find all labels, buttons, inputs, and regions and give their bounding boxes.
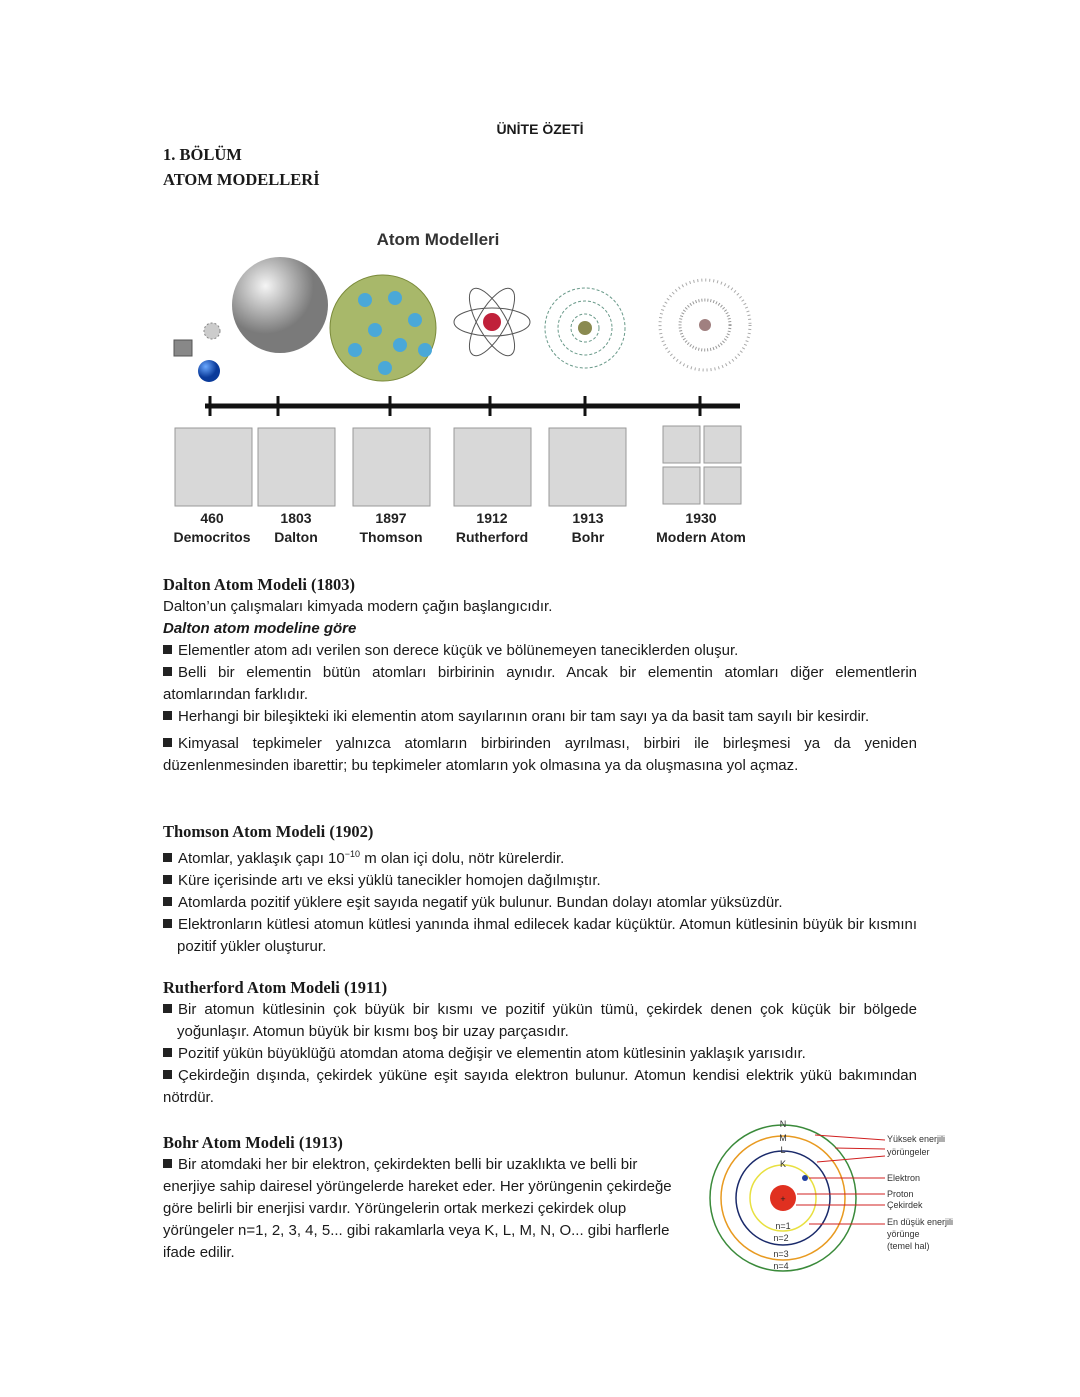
scientist-label: Modern Atom — [656, 529, 746, 545]
bohr-nucleus — [578, 321, 592, 335]
label-ground-state: (temel hal) — [887, 1241, 930, 1251]
year-label: 1897 — [375, 510, 407, 526]
label-lowest-energy: yörünge — [887, 1229, 920, 1239]
shell-label: M — [779, 1133, 787, 1143]
year-label: 1930 — [685, 510, 717, 526]
dalton-heading: Dalton Atom Modeli (1803) — [163, 575, 356, 594]
scientist-label: Democritos — [173, 529, 251, 545]
bohr-section — [163, 1132, 683, 1264]
atom-models-figure — [160, 220, 770, 555]
democritos-cube — [174, 340, 192, 356]
dalton-item: Elementler atom adı verilen son derece küçük ve bölünemeyen taneciklerden oluşur. — [178, 642, 739, 659]
figure-title: Atom Modelleri — [376, 230, 500, 249]
rutherford-item: Pozitif yükün büyüklüğü atomdan atoma değişir ve elementin atom kütlesinin yaklaşık yarısıdır. — [178, 1045, 806, 1062]
subsection-title: ATOM MODELLERİ — [163, 170, 320, 189]
level-label: n=2 — [773, 1233, 789, 1243]
dalton-subheading: Dalton atom modeline göre — [163, 620, 357, 637]
label-electron: Elektron — [887, 1173, 921, 1183]
label-high-energy: yörüngeler — [887, 1147, 930, 1157]
year-label: 1912 — [476, 510, 508, 526]
year-label: 460 — [200, 510, 224, 526]
thomson-item: m olan içi dolu, nötr kürelerdir. — [360, 850, 565, 867]
rutherford-heading: Rutherford Atom Modeli (1911) — [163, 978, 388, 997]
thomson-heading: Thomson Atom Modeli (1902) — [163, 822, 374, 841]
scientist-label: Thomson — [359, 529, 423, 545]
shell-label: K — [779, 1159, 787, 1169]
rutherford-item: Bir atomun kütlesinin çok büyük bir kısmı ve pozitif yükün tümü, çekirdek denen çok küçük bir bölgede yoğunlaşır. Atomun büyük bir kısmı boş bir uzay parçasıdır. — [177, 1001, 917, 1040]
dalton-item: Herhangi bir bileşikteki iki elementin atom sayılarının oranı bir tam sayı ya da basit tam sayılı bir kesirdir. — [178, 708, 870, 725]
dalton-sphere — [232, 257, 328, 353]
level-label: n=4 — [773, 1261, 789, 1271]
rutherford-section — [163, 977, 917, 1109]
label-nucleus: Çekirdek — [887, 1200, 923, 1210]
shell-label: N — [779, 1119, 787, 1129]
exponent: −10 — [344, 849, 361, 859]
democritos-sphere — [198, 360, 220, 382]
year-label: 1913 — [572, 510, 604, 526]
thomson-section — [163, 821, 917, 958]
portraits — [175, 426, 741, 506]
bohr-heading: Bohr Atom Modeli (1913) — [163, 1133, 343, 1152]
thomson-item: Atomlar, yaklaşık çapı 10 — [178, 850, 345, 867]
thomson-item: Elektronların kütlesi atomun kütlesi yanında ihmal edilecek kadar küçüktür. Atomun kütlesinin büyük bir kısmını pozitif yükler oluşturur. — [177, 916, 917, 955]
dalton-section — [163, 574, 917, 777]
year-label: 1803 — [280, 510, 312, 526]
dalton-item: Belli bir elementin bütün atomları birbirinin aynıdır. Ancak bir elementin atomları diğer elementlerin atomlarından farklıdır. — [163, 664, 917, 703]
page-title: ÜNİTE ÖZETİ — [496, 121, 584, 137]
shell-label: L — [780, 1145, 786, 1155]
electron — [802, 1175, 808, 1181]
rutherford-nucleus — [483, 313, 501, 331]
thomson-item: Atomlarda pozitif yüklere eşit sayıda negatif yük bulunur. Bundan dolayı atomlar yüksüzdür. — [178, 894, 783, 911]
level-label: n=3 — [773, 1249, 789, 1259]
section-title: 1. BÖLÜM — [163, 145, 242, 164]
label-lowest-energy: En düşük enerjili — [887, 1217, 954, 1227]
dalton-intro: Dalton’un çalışmaları kimyada modern çağın başlangıcıdır. — [163, 598, 553, 615]
bohr-text: Bir atomdaki her bir elektron, çekirdekten belli bir uzaklıkta ve belli bir enerjiye sahip dairesel yörüngelerde hareket eder. Her yörüngenin çekirdeğe göre belirli bir enerjisi vardır. Yörüngelerin ortak merkezi çekirdek olup yörüngeler n=1, 2, 3, 4, 5... gibi rakamlarla veya K, L, M, N, O... gibi harflerle ifade edilir. — [163, 1156, 672, 1261]
dalton-item: Kimyasal tepkimeler yalnızca atomların birbirinden ayrılması, birbiri ile birleşmesi ya da yeniden düzenlenmesinden ibarettir; bu tepkimeler atomların yok olmasına ya da oluşmasına yol açmaz. — [163, 735, 917, 774]
thomson-item: Küre içerisinde artı ve eksi yüklü tanecikler homojen dağılmıştır. — [178, 872, 601, 889]
bohr-diagram — [705, 1112, 975, 1277]
rutherford-item: Çekirdeğin dışında, çekirdek yüküne eşit sayıda elektron bulunur. Atomun kendisi elektrik yükü bakımından nötrdür. — [163, 1067, 917, 1106]
scientist-label: Rutherford — [455, 529, 529, 545]
label-proton: Proton — [887, 1189, 914, 1199]
scientist-label: Bohr — [571, 529, 605, 545]
scientist-label: Dalton — [274, 529, 318, 545]
democritos-particle — [204, 323, 220, 339]
level-label: n=1 — [775, 1221, 791, 1231]
nucleus-sign: + — [780, 1194, 786, 1204]
label-high-energy: Yüksek enerjili — [887, 1134, 946, 1144]
